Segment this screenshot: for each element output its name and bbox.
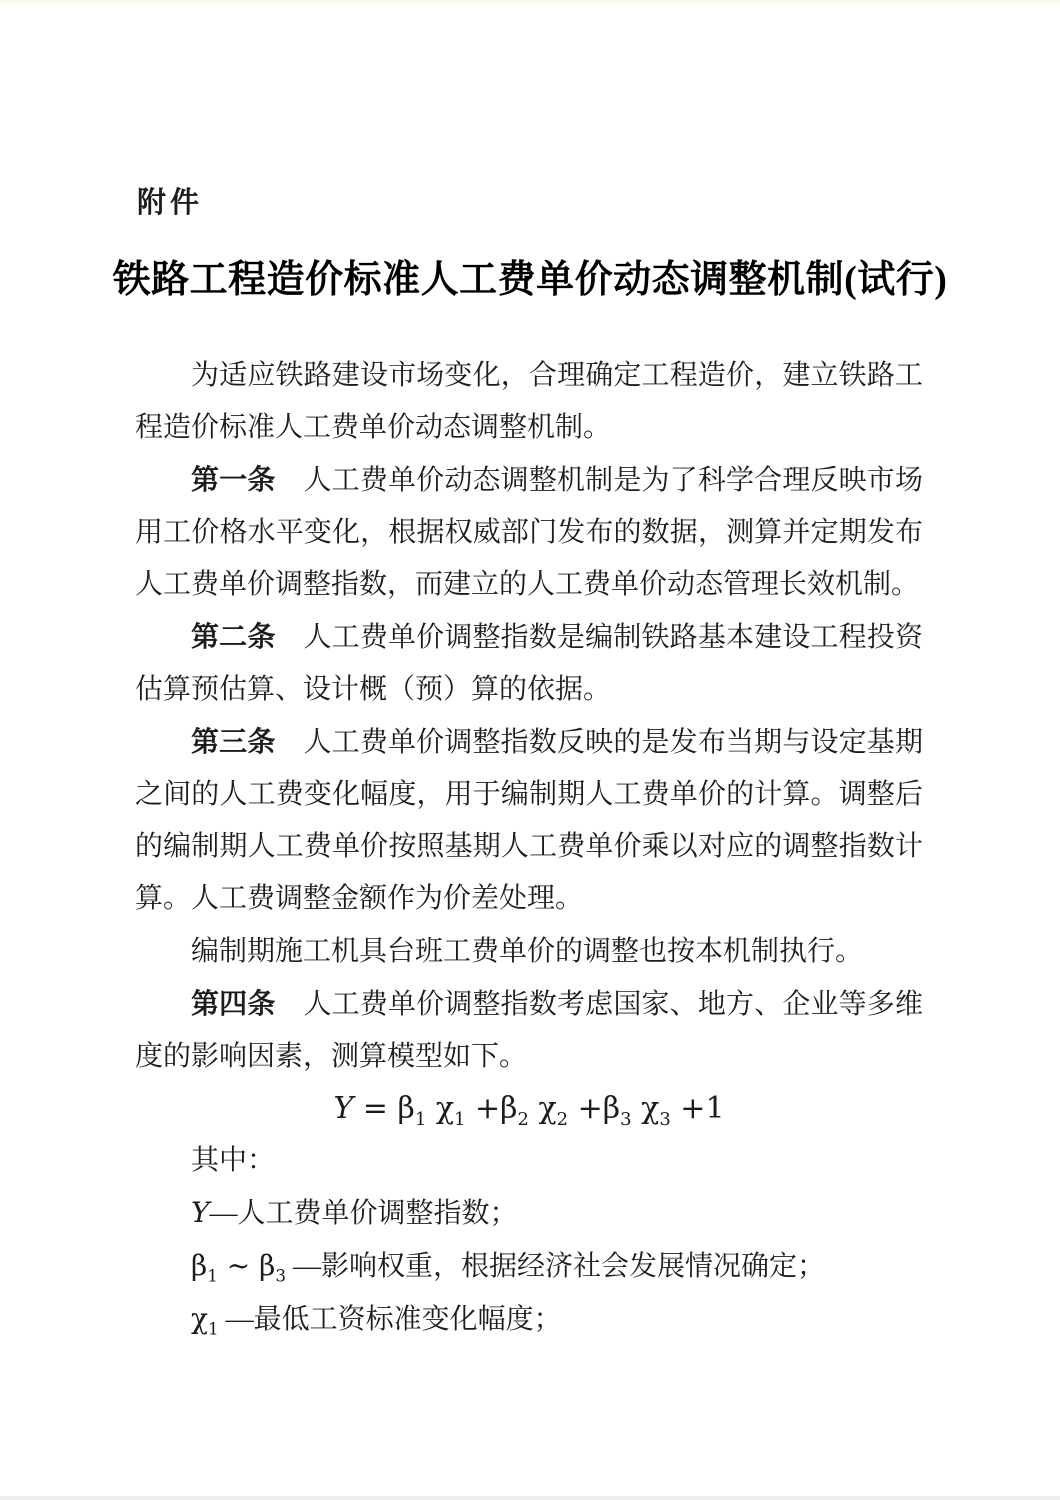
- page-top-edge-decoration: [0, 0, 1060, 4]
- formula-plus-2: +: [568, 1091, 603, 1126]
- definition-chi-text: —最低工资标准变化幅度；: [218, 1304, 562, 1335]
- definition-beta-symbol: β: [191, 1249, 208, 1282]
- definition-beta: [135, 1240, 923, 1293]
- document-title: 铁路工程造价标准人工费单价动态调整机制(试行): [112, 259, 948, 301]
- definition-beta-range: ~ β: [217, 1249, 276, 1282]
- document-body: [135, 349, 923, 1346]
- paragraph-machinery: [135, 925, 923, 978]
- article-2-head: 第二条: [191, 621, 276, 652]
- definition-beta-range-sub: 3: [275, 1265, 287, 1286]
- paragraph-article-4: [135, 978, 923, 1083]
- formula-term1-var-sub: 1: [454, 1109, 466, 1130]
- formula-term1-coef: β: [397, 1091, 415, 1126]
- article-3-head: 第三条: [191, 726, 276, 757]
- paragraph-text: 为适应铁路建设市场变化，合理确定工程造价，建立铁路工程造价标准人工费单价动态调整机制。: [135, 360, 923, 443]
- article-4-text: 人工费单价调整指数考虑国家、地方、企业等多维度的影响因素，测算模型如下。: [135, 989, 923, 1072]
- article-2-text: 人工费单价调整指数是编制铁路基本建设工程投资估算预估算、设计概（预）算的依据。: [135, 622, 923, 705]
- paragraph-intro: [135, 349, 923, 454]
- definition-chi: [135, 1293, 923, 1346]
- where-label: 其中：: [191, 1145, 276, 1176]
- formula-term3-var-sub: 3: [659, 1109, 671, 1130]
- formula-term2-coef-sub: 2: [517, 1109, 529, 1130]
- formula-plus-1: +: [465, 1091, 501, 1126]
- page-bottom-edge-decoration: [0, 1496, 1060, 1500]
- where-label-line: [135, 1135, 923, 1187]
- paragraph-article-2: [135, 611, 923, 716]
- definition-beta-text: —影响权重，根据经济社会发展情况确定；: [286, 1251, 826, 1282]
- formula-term1-var: χ: [426, 1091, 454, 1126]
- definition-y: [135, 1187, 923, 1240]
- formula-term3-coef-sub: 3: [620, 1109, 632, 1130]
- formula-term3-coef: β: [602, 1091, 621, 1126]
- definition-beta-symbol-sub: 1: [207, 1265, 218, 1286]
- attachment-label: 附件: [137, 187, 204, 219]
- formula-term2-coef: β: [500, 1091, 518, 1126]
- paragraph-article-3: [135, 716, 923, 925]
- article-1-head: 第一条: [191, 464, 276, 495]
- formula-lhs: Y: [333, 1091, 354, 1126]
- definition-chi-symbol-sub: 1: [207, 1318, 219, 1339]
- formula-term3-var: χ: [631, 1091, 660, 1126]
- paragraph-machinery-text: 编制期施工机具台班工费单价的调整也按本机制执行。: [191, 936, 864, 967]
- formula-constant: +1: [670, 1091, 725, 1126]
- adjustment-index-formula: [135, 1083, 923, 1135]
- formula-equals: =: [353, 1091, 398, 1126]
- paragraph-article-1: [135, 454, 923, 611]
- formula-term2-var-sub: 2: [556, 1109, 569, 1130]
- formula-term1-coef-sub: 1: [414, 1109, 427, 1130]
- definition-chi-symbol: χ: [191, 1302, 208, 1335]
- article-3-text: 人工费单价调整指数反映的是发布当期与设定基期之间的人工费变化幅度，用于编制期人工费单价的计算。调整后的编制期人工费单价按照基期人工费单价乘以对应的调整指数计算。人工费调整金额作为价差处理。: [135, 727, 923, 914]
- definition-y-text: —人工费单价调整指数；: [209, 1198, 518, 1229]
- definition-y-symbol: Y: [191, 1196, 210, 1229]
- article-1-text: 人工费单价动态调整机制是为了科学合理反映市场用工价格水平变化，根据权威部门发布的数据，测算并定期发布人工费单价调整指数，而建立的人工费单价动态管理长效机制。: [135, 465, 923, 600]
- article-4-head: 第四条: [191, 988, 276, 1019]
- formula-term2-var: χ: [528, 1091, 557, 1126]
